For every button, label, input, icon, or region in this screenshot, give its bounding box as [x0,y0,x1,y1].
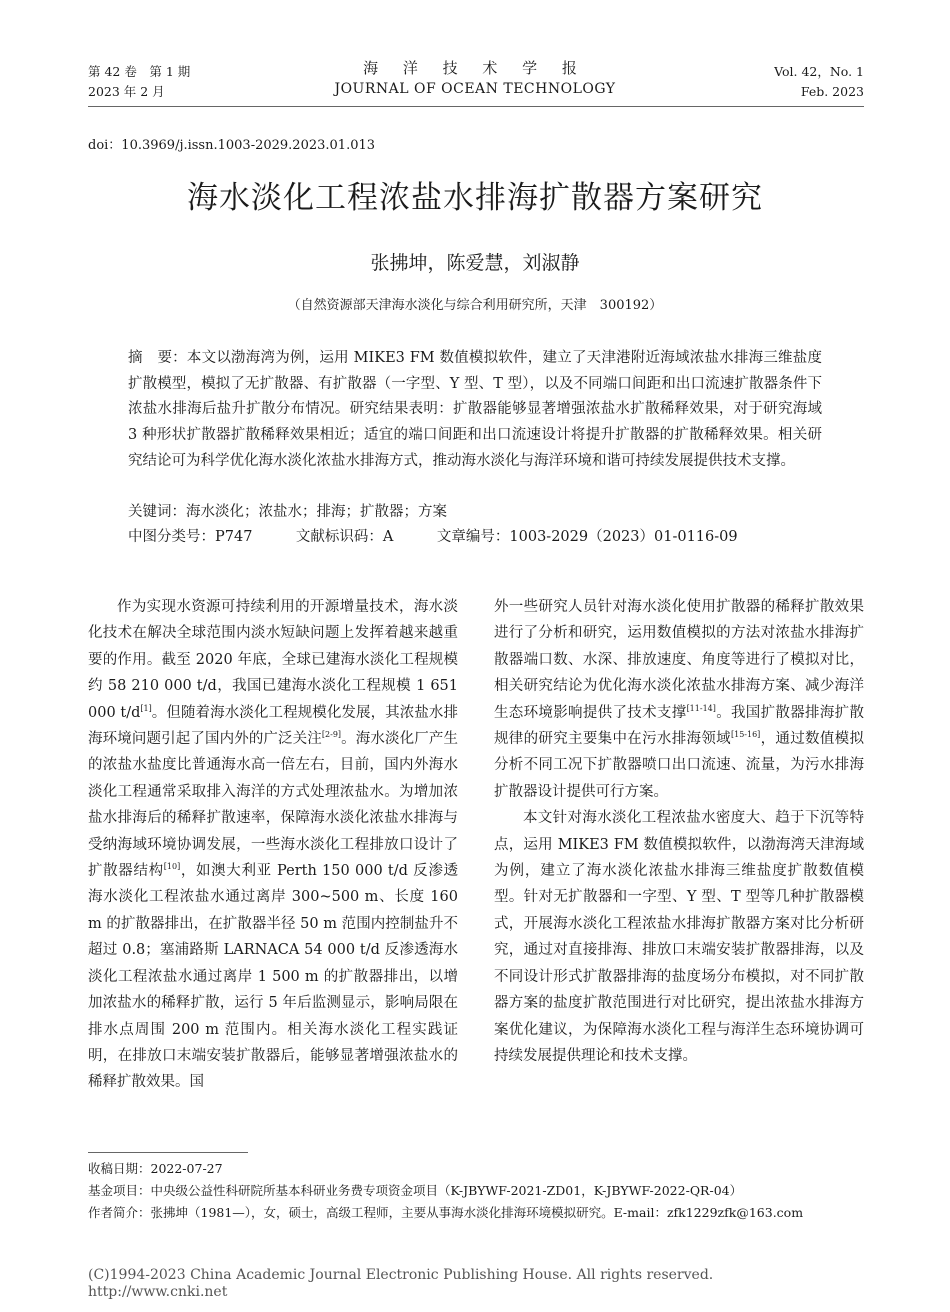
citation[interactable]: [15-16] [731,730,761,740]
journal-name-en: JOURNAL OF OCEAN TECHNOLOGY [334,81,616,97]
affiliation: （自然资源部天津海水淡化与综合利用研究所，天津 300192） [287,298,663,313]
keywords: 关键词：海水淡化；浓盐水；排海；扩散器；方案 [128,504,447,520]
header-volume-issue: 第 42 卷 第 1 期 [88,64,191,79]
body-text: 。但随着海水淡化工程规模化发展，其浓盐水排海环境问题引起了国内外的广泛关注 [88,704,459,748]
body-text: 。我国扩散器排海扩散规律的研究主要集中在污水排海领域 [494,704,864,748]
copyright-notice: (C)1994-2023 China Academic Journal Electronic Publishing House. All rights reserved. http://www.cnki.net [88,1267,742,1300]
citation[interactable]: [2-9] [321,730,342,740]
header-date-en: Feb. 2023 [800,84,864,99]
header-date: 2023 年 2 月 [88,84,165,99]
header-divider [88,106,864,107]
citation[interactable]: [11-14] [686,703,716,713]
body-column-right [494,594,864,1069]
body-paragraph: 本文针对海水淡化工程浓盐水密度大、趋于下沉等特点，运用 MIKE3 FM 数值模拟软件，以渤海湾天津海域为例，建立了海水淡化浓盐水排海三维盐度扩散数值模型。针对无扩散器和一字型、Y 型、T 型等几种扩散器模式，开展海水淡化工程浓盐水排海扩散器方案对比分析研究，通过对直接排海、排放口末端安装扩散器排海，以及不同设计形式扩散器排海的盐度场分布模拟，对不同扩散器方案的盐度扩散范围进行对比研究，提出浓盐水排海方案优化建议，为保障海水淡化工程与海洋生态环境协调可持续发展提供理论和技术支撑。 [494,810,864,1064]
body-text: 。海水淡化厂产生的浓盐水盐度比普通海水高一倍左右，目前，国内外海水淡化工程通常采取排入海洋的方式处理浓盐水。为增加浓盐水排海后的稀释扩散速率，保障海水淡化浓盐水排海与受纳海域环境协调发展，一些海水淡化工程排放口设计了扩散器结构 [88,731,459,880]
body-column-left [88,594,458,1096]
body-paragraph [88,594,458,1096]
body-text: 外一些研究人员针对海水淡化使用扩散器的稀释扩散效果进行了分析和研究，运用数值模拟的方法对浓盐水排海扩散器端口数、水深、排放速度、角度等进行了模拟对比，相关研究结论为优化海水淡化浓盐水排海方案、减少海洋生态环境影响提供了技术支撑 [494,599,864,721]
body-text: ，如澳大利亚 Perth 150 000 t/d 反渗透海水淡化工程浓盐水通过离岸 300~500 m、长度 160 m 的扩散器排出，在扩散器半径 50 m 范围内控制盐升不超过 0.8；塞浦路斯 LARNACA 54 000 t/d 反渗透海水淡化工程浓盐水通过离岸 1 500 m 的扩散器排出，以增加浓盐水的稀释扩散，运行 5 年后监测显示，影响局限在排水点周围 200 m 范围内。相关海水淡化工程实践证明，在排放口末端安装扩散器后，能够显著增强浓盐水的稀释扩散效果。国 [88,863,458,1091]
citation[interactable]: [10] [163,862,181,872]
paper-title: 海水淡化工程浓盐水排海扩散器方案研究 [187,180,763,216]
doi[interactable]: doi：10.3969/j.issn.1003-2029.2023.01.013 [88,138,376,153]
body-text: ，通过数值模拟分析不同工况下扩散器喷口出口流速、流量，为污水排海扩散器设计提供可行方案。 [494,731,864,800]
footnote-author: 作者简介：张拂坤（1981—），女，硕士，高级工程师，主要从事海水淡化排海环境模拟研究。E-mail：zfk1229zfk@163.com [88,1205,804,1220]
body-paragraph [494,594,864,805]
classification: 中图分类号：P747 文献标识码：A 文章编号：1003-2029（2023）01-0116-09 [128,529,738,545]
journal-name-cn: 海 洋 技 术 学 报 [363,59,587,77]
abstract: 摘 要：本文以渤海湾为例，运用 MIKE3 FM 数值模拟软件，建立了天津港附近海域浓盐水排海三维盐度扩散模型，模拟了无扩散器、有扩散器（一字型、Y 型、T 型），以及不同端口间距和出口流速扩散器条件下浓盐水排海后盐升扩散分布情况。研究结果表明：扩散器能够显著增强浓盐水扩散稀释效果，对于研究海域 3 种形状扩散器扩散稀释效果相近；适宜的端口间距和出口流速设计将提升扩散器的扩散稀释效果。相关研究结论可为科学优化海水淡化浓盐水排海方式，推动海水淡化与海洋环境和谐可持续发展提供技术支撑。 [128,350,822,469]
citation[interactable]: [1] [140,703,152,713]
footnote-divider [88,1152,248,1153]
header-volume-issue-en: Vol. 42，No. 1 [774,64,864,79]
header-issue-en [774,62,864,102]
footnote-fund: 基金项目：中央级公益性科研院所基本科研业务费专项资金项目（K-JBYWF-2021-ZD01，K-JBYWF-2022-QR-04） [88,1183,743,1198]
body-text: 作为实现水资源可持续利用的开源增量技术，海水淡化技术在解决全球范围内淡水短缺问题上发挥着越来越重要的作用。截至 2020 年底，全球已建海水淡化工程规模约 58 210 000 t/d，我国已建海水淡化工程规模 1 651 000 t/d [88,599,458,721]
authors: 张拂坤，陈爱慧，刘淑静 [370,252,580,274]
footnote-received: 收稿日期：2022-07-27 [88,1161,223,1176]
